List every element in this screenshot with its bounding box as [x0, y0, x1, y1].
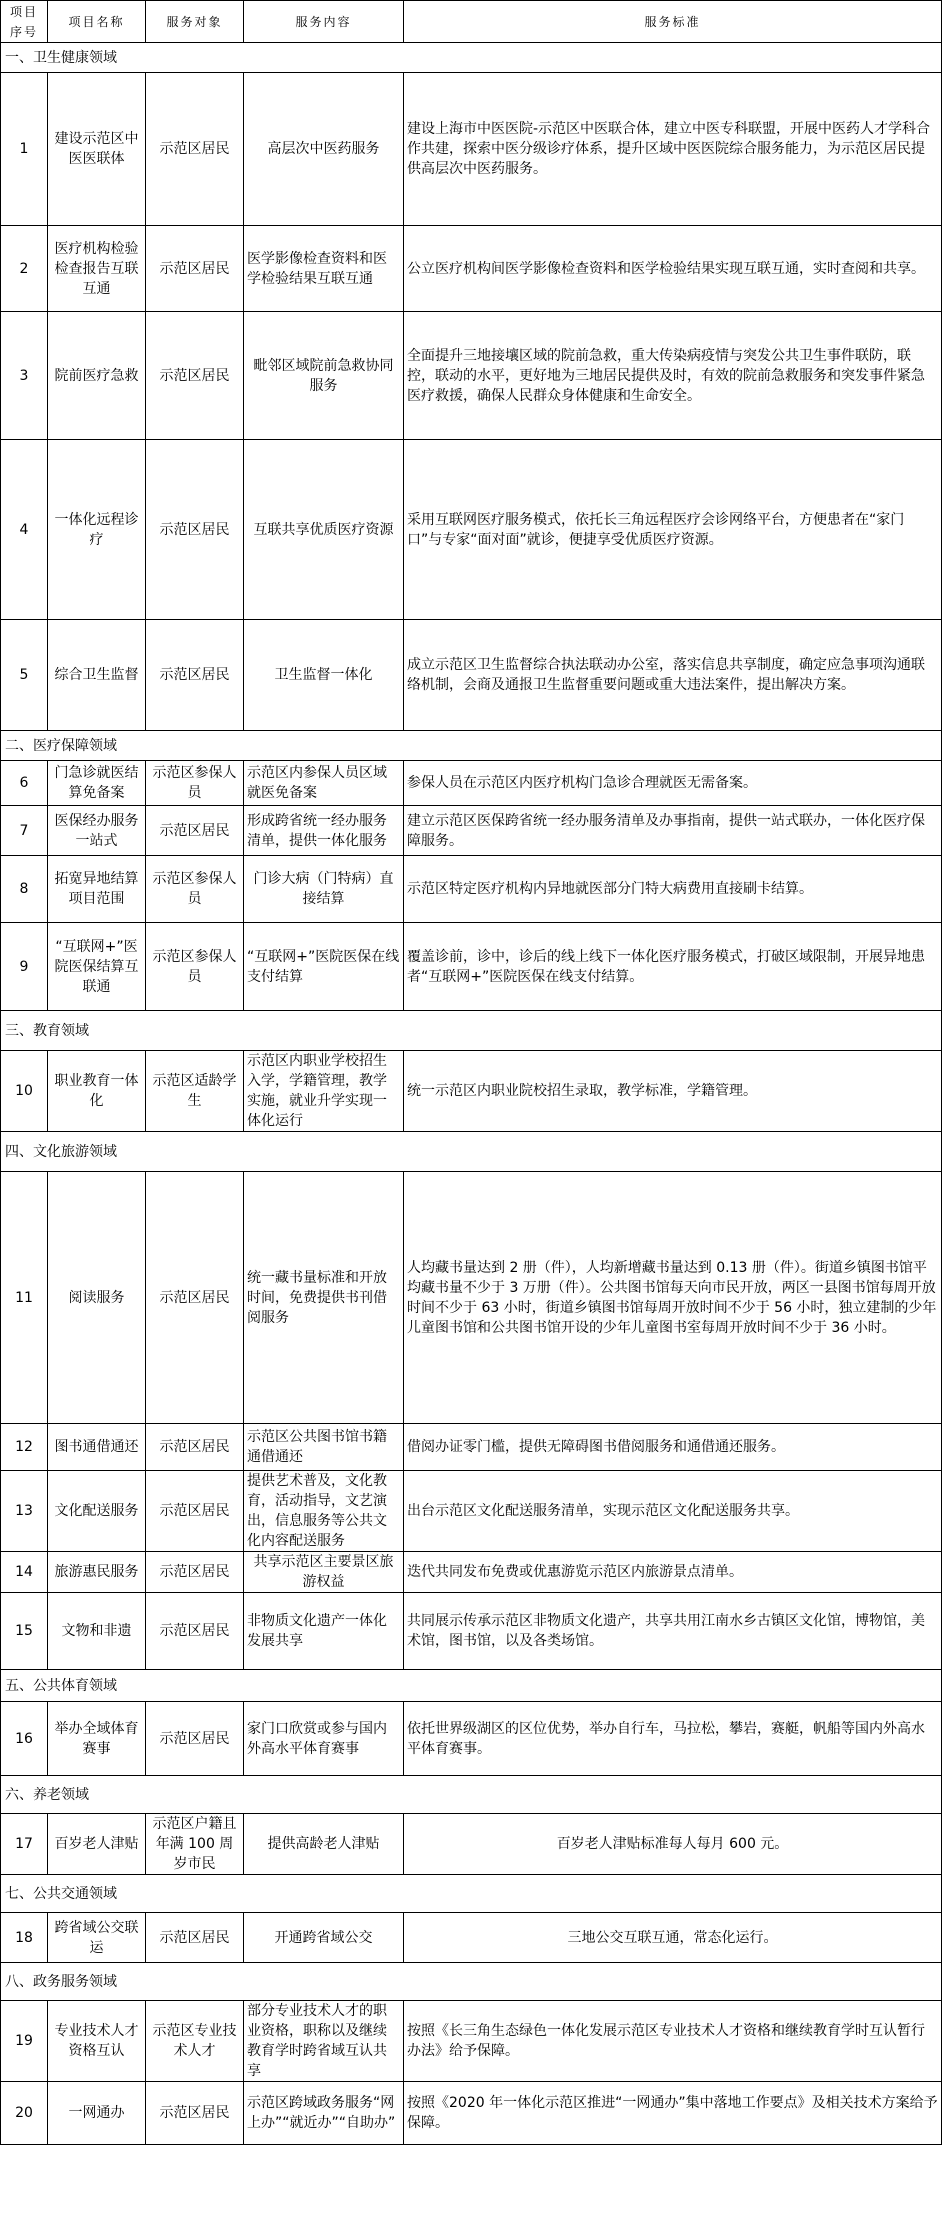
table-row	[1, 1814, 942, 1875]
row-content: 示范区内参保人员区域就医免备案	[244, 761, 404, 806]
row-standard: 全面提升三地接壤区域的院前急救，重大传染病疫情与突发公共卫生事件联防，联控，联动的水平，更好地为三地居民提供及时，有效的院前急救服务和突发事件紧急医疗救援，确保人民群众身体健康和生命安全。	[404, 312, 942, 440]
row-name: 拓宽异地结算项目范围	[48, 856, 146, 923]
header-name: 项目名称	[48, 1, 146, 43]
row-name: 阅读服务	[48, 1172, 146, 1424]
section-medical-insurance	[1, 731, 942, 761]
row-target: 示范区居民	[146, 1593, 244, 1670]
table-row	[1, 440, 942, 620]
row-target: 示范区居民	[146, 1913, 244, 1963]
row-no: 8	[1, 856, 48, 923]
section-education	[1, 1011, 942, 1051]
row-name: 职业教育一体化	[48, 1051, 146, 1132]
row-standard: 三地公交互联互通，常态化运行。	[404, 1913, 942, 1963]
row-target: 示范区居民	[146, 1471, 244, 1552]
table-row	[1, 2001, 942, 2082]
row-standard: 共同展示传承示范区非物质文化遗产，共享共用江南水乡古镇区文化馆，博物馆，美术馆，图书馆，以及各类场馆。	[404, 1593, 942, 1670]
row-target: 示范区专业技术人才	[146, 2001, 244, 2082]
table-row	[1, 1172, 942, 1424]
row-content: 统一藏书量标准和开放时间，免费提供书刊借阅服务	[244, 1172, 404, 1424]
row-target: 示范区居民	[146, 73, 244, 226]
table-row	[1, 1471, 942, 1552]
row-standard: 借阅办证零门槛，提供无障碍图书借阅服务和通借通还服务。	[404, 1424, 942, 1471]
row-no: 20	[1, 2082, 48, 2145]
row-no: 2	[1, 226, 48, 312]
row-no: 1	[1, 73, 48, 226]
row-name: 一网通办	[48, 2082, 146, 2145]
row-content: 高层次中医药服务	[244, 73, 404, 226]
row-name: 文物和非遗	[48, 1593, 146, 1670]
row-target: 示范区居民	[146, 312, 244, 440]
row-target: 示范区居民	[146, 440, 244, 620]
row-name: 综合卫生监督	[48, 620, 146, 731]
row-content: 部分专业技术人才的职业资格，职称以及继续教育学时跨省域互认共享	[244, 2001, 404, 2082]
row-content: 卫生监督一体化	[244, 620, 404, 731]
row-name: 医保经办服务一站式	[48, 806, 146, 856]
row-content: 共享示范区主要景区旅游权益	[244, 1552, 404, 1593]
row-target: 示范区适龄学生	[146, 1051, 244, 1132]
row-content: 门诊大病（门特病）直接结算	[244, 856, 404, 923]
table-row	[1, 856, 942, 923]
row-standard: 人均藏书量达到 2 册（件），人均新增藏书量达到 0.13 册（件）。街道乡镇图书馆平均藏书量不少于 3 万册（件）。公共图书馆每天向市民开放，两区一县图书馆每周开放时间不少于 63 小时，街道乡镇图书馆每周开放时间不少于 56 小时，独立建制的少年儿童图书馆和公共图书馆开设的少年儿童图书室每周开放时间不少于 36 小时。	[404, 1172, 942, 1424]
row-standard: 百岁老人津贴标准每人每月 600 元。	[404, 1814, 942, 1875]
table-row	[1, 226, 942, 312]
row-target: 示范区参保人员	[146, 856, 244, 923]
table-row	[1, 1552, 942, 1593]
table-row	[1, 806, 942, 856]
row-no: 17	[1, 1814, 48, 1875]
section-title: 七、公共交通领域	[1, 1875, 942, 1913]
row-target: 示范区居民	[146, 226, 244, 312]
row-no: 7	[1, 806, 48, 856]
table-row	[1, 2082, 942, 2145]
row-standard: 出台示范区文化配送服务清单，实现示范区文化配送服务共享。	[404, 1471, 942, 1552]
row-name: 门急诊就医结算免备案	[48, 761, 146, 806]
row-content: 示范区跨域政务服务“网上办”“就近办”“自助办”	[244, 2082, 404, 2145]
row-name: 旅游惠民服务	[48, 1552, 146, 1593]
row-standard: 依托世界级湖区的区位优势，举办自行车，马拉松，攀岩，赛艇，帆船等国内外高水平体育赛事。	[404, 1702, 942, 1776]
row-name: 建设示范区中医医联体	[48, 73, 146, 226]
section-public-transport	[1, 1875, 942, 1913]
header-standard: 服务标准	[404, 1, 942, 43]
row-target: 示范区居民	[146, 1424, 244, 1471]
row-target: 示范区居民	[146, 806, 244, 856]
row-name: 百岁老人津贴	[48, 1814, 146, 1875]
header-content: 服务内容	[244, 1, 404, 43]
row-no: 4	[1, 440, 48, 620]
row-standard: 示范区特定医疗机构内异地就医部分门特大病费用直接刷卡结算。	[404, 856, 942, 923]
table-row	[1, 1702, 942, 1776]
row-no: 18	[1, 1913, 48, 1963]
table-row	[1, 1424, 942, 1471]
row-content: 毗邻区域院前急救协同服务	[244, 312, 404, 440]
row-content: 医学影像检查资料和医学检验结果互联互通	[244, 226, 404, 312]
row-target: 示范区居民	[146, 1552, 244, 1593]
row-no: 10	[1, 1051, 48, 1132]
row-target: 示范区参保人员	[146, 923, 244, 1011]
section-title: 四、文化旅游领域	[1, 1132, 942, 1172]
row-no: 19	[1, 2001, 48, 2082]
row-standard: 参保人员在示范区内医疗机构门急诊合理就医无需备案。	[404, 761, 942, 806]
table-row	[1, 312, 942, 440]
row-standard: 成立示范区卫生监督综合执法联动办公室，落实信息共享制度，确定应急事项沟通联络机制，会商及通报卫生监督重要问题或重大违法案件，提出解决方案。	[404, 620, 942, 731]
row-no: 11	[1, 1172, 48, 1424]
row-name: 文化配送服务	[48, 1471, 146, 1552]
row-target: 示范区户籍且年满 100 周岁市民	[146, 1814, 244, 1875]
row-content: “互联网+”医院医保在线支付结算	[244, 923, 404, 1011]
row-target: 示范区参保人员	[146, 761, 244, 806]
table-row	[1, 1913, 942, 1963]
section-culture-tourism	[1, 1132, 942, 1172]
row-content: 示范区公共图书馆书籍通借通还	[244, 1424, 404, 1471]
row-name: 专业技术人才资格互认	[48, 2001, 146, 2082]
row-standard: 按照《2020 年一体化示范区推进“一网通办”集中落地工作要点》及相关技术方案给予保障。	[404, 2082, 942, 2145]
section-sports	[1, 1670, 942, 1702]
section-title: 六、养老领域	[1, 1776, 942, 1814]
row-no: 9	[1, 923, 48, 1011]
row-standard: 建立示范区医保跨省统一经办服务清单及办事指南，提供一站式联办，一体化医疗保障服务。	[404, 806, 942, 856]
table-row	[1, 620, 942, 731]
table-row	[1, 73, 942, 226]
row-no: 15	[1, 1593, 48, 1670]
section-title: 一、卫生健康领域	[1, 43, 942, 73]
row-standard: 迭代共同发布免费或优惠游览示范区内旅游景点清单。	[404, 1552, 942, 1593]
header-target: 服务对象	[146, 1, 244, 43]
row-no: 16	[1, 1702, 48, 1776]
row-standard: 公立医疗机构间医学影像检查资料和医学检验结果实现互联互通，实时查阅和共享。	[404, 226, 942, 312]
row-target: 示范区居民	[146, 1702, 244, 1776]
table-row	[1, 1593, 942, 1670]
row-content: 形成跨省统一经办服务清单，提供一体化服务	[244, 806, 404, 856]
section-government-services	[1, 1963, 942, 2001]
row-name: “互联网+”医院医保结算互联通	[48, 923, 146, 1011]
row-content: 互联共享优质医疗资源	[244, 440, 404, 620]
section-elderly-care	[1, 1776, 942, 1814]
section-health	[1, 43, 942, 73]
table-row	[1, 923, 942, 1011]
row-standard: 按照《长三角生态绿色一体化发展示范区专业技术人才资格和继续教育学时互认暂行办法》给予保障。	[404, 2001, 942, 2082]
section-title: 五、公共体育领域	[1, 1670, 942, 1702]
row-content: 提供艺术普及，文化教育，活动指导，文艺演出，信息服务等公共文化内容配送服务	[244, 1471, 404, 1552]
row-no: 3	[1, 312, 48, 440]
row-content: 提供高龄老人津贴	[244, 1814, 404, 1875]
row-target: 示范区居民	[146, 1172, 244, 1424]
row-name: 医疗机构检验检查报告互联互通	[48, 226, 146, 312]
row-target: 示范区居民	[146, 620, 244, 731]
row-name: 一体化远程诊疗	[48, 440, 146, 620]
row-no: 6	[1, 761, 48, 806]
header-no: 项目序号	[1, 1, 48, 43]
table-row	[1, 1051, 942, 1132]
row-standard: 建设上海市中医医院-示范区中医联合体，建立中医专科联盟，开展中医药人才学科合作共建，探索中医分级诊疗体系，提升区域中医医院综合服务能力，为示范区居民提供高层次中医药服务。	[404, 73, 942, 226]
row-content: 开通跨省域公交	[244, 1913, 404, 1963]
table-row	[1, 761, 942, 806]
row-content: 非物质文化遗产一体化发展共享	[244, 1593, 404, 1670]
row-name: 举办全域体育赛事	[48, 1702, 146, 1776]
section-title: 二、医疗保障领域	[1, 731, 942, 761]
row-no: 13	[1, 1471, 48, 1552]
row-name: 跨省域公交联运	[48, 1913, 146, 1963]
section-title: 三、教育领域	[1, 1011, 942, 1051]
row-standard: 采用互联网医疗服务模式，依托长三角远程医疗会诊网络平台，方便患者在“家门口”与专家“面对面”就诊，便捷享受优质医疗资源。	[404, 440, 942, 620]
section-title: 八、政务服务领域	[1, 1963, 942, 2001]
row-content: 家门口欣赏或参与国内外高水平体育赛事	[244, 1702, 404, 1776]
row-name: 院前医疗急救	[48, 312, 146, 440]
row-standard: 覆盖诊前，诊中，诊后的线上线下一体化医疗服务模式，打破区域限制，开展异地患者“互联网+”医院医保在线支付结算。	[404, 923, 942, 1011]
table-header-row	[1, 1, 942, 43]
row-no: 5	[1, 620, 48, 731]
row-target: 示范区居民	[146, 2082, 244, 2145]
row-no: 12	[1, 1424, 48, 1471]
row-no: 14	[1, 1552, 48, 1593]
row-content: 示范区内职业学校招生入学，学籍管理，教学实施，就业升学实现一体化运行	[244, 1051, 404, 1132]
row-name: 图书通借通还	[48, 1424, 146, 1471]
row-standard: 统一示范区内职业院校招生录取，教学标准，学籍管理。	[404, 1051, 942, 1132]
